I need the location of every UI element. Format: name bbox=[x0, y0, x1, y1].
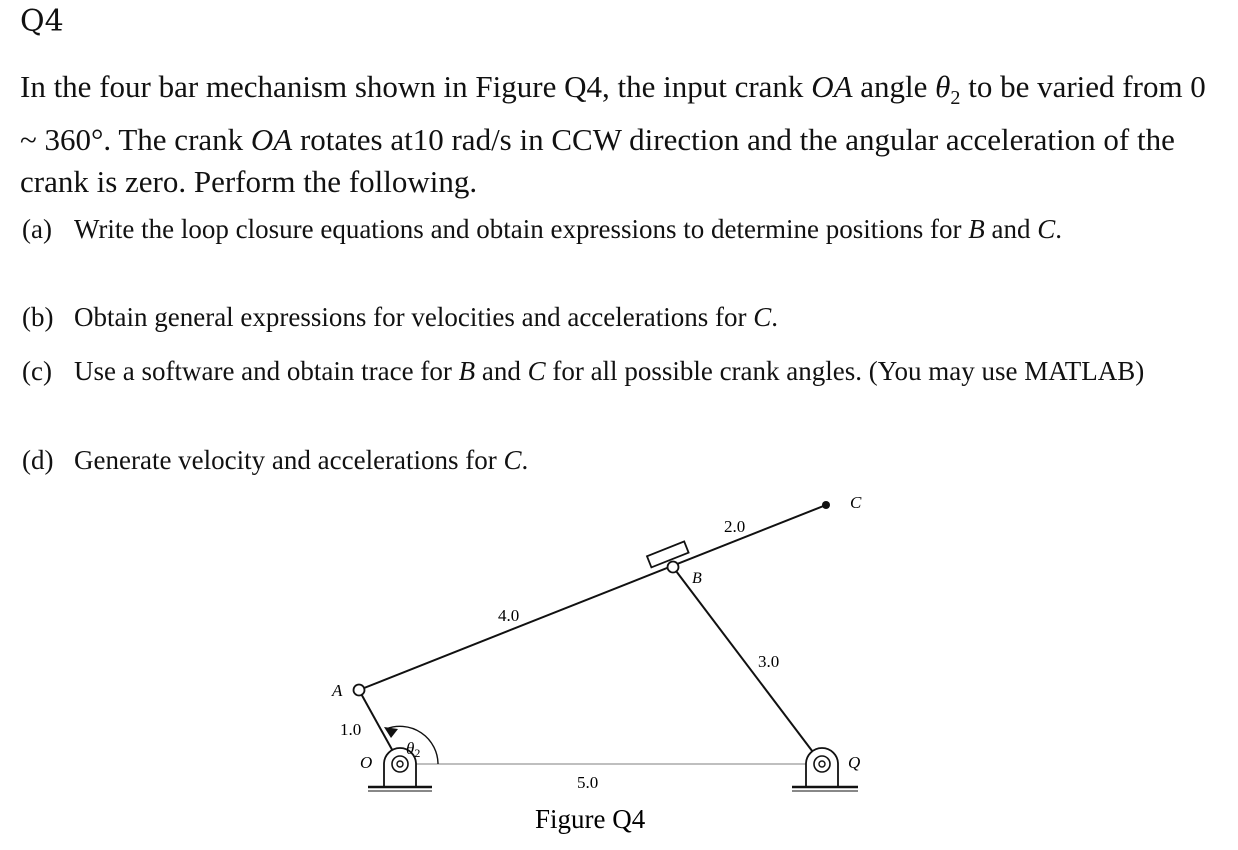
part-a: (a) Write the loop closure equations and obtain expressions to determine positions for B and C. bbox=[22, 214, 1062, 244]
label-theta2: θ2 bbox=[406, 739, 421, 760]
label-o: O bbox=[360, 753, 373, 772]
theta2-arrowhead bbox=[384, 727, 398, 738]
label-b: B bbox=[692, 570, 702, 587]
part-d: (d) Generate velocity and accelerations for C. bbox=[22, 445, 529, 475]
coupler-ac bbox=[359, 505, 826, 690]
joint-a bbox=[354, 685, 365, 696]
point-c bbox=[822, 501, 830, 509]
problem-statement: In the four bar mechanism shown in Figure Q4, the input crank OA angle $\theta_2$ to be varied from 0 ~ 360°. The crank OA rotates at10 rad/s in CCW direction and the angular acceleration of the crank is zero. Perform the following. bbox=[20, 69, 1206, 200]
label-c: C bbox=[850, 493, 862, 512]
length-bq: 3.0 bbox=[758, 652, 780, 671]
length-bc: 2.0 bbox=[724, 517, 746, 536]
question-number: Q4 bbox=[20, 4, 64, 39]
part-c: (c) Use a software and obtain trace for B and C for all possible crank angles. (You may use MATLAB) bbox=[22, 356, 1145, 386]
joint-b bbox=[668, 562, 679, 573]
length-oq: 5.0 bbox=[577, 773, 599, 792]
ground-support-o bbox=[368, 748, 432, 791]
length-oa: 1.0 bbox=[340, 720, 362, 739]
figure-caption: Figure Q4 bbox=[535, 804, 646, 834]
length-ab: 4.0 bbox=[498, 606, 520, 625]
rocker-bq bbox=[673, 567, 822, 764]
part-b: (b) Obtain general expressions for velocities and accelerations for C. bbox=[22, 302, 778, 332]
label-q: Q bbox=[848, 753, 861, 772]
label-a: A bbox=[332, 681, 343, 700]
